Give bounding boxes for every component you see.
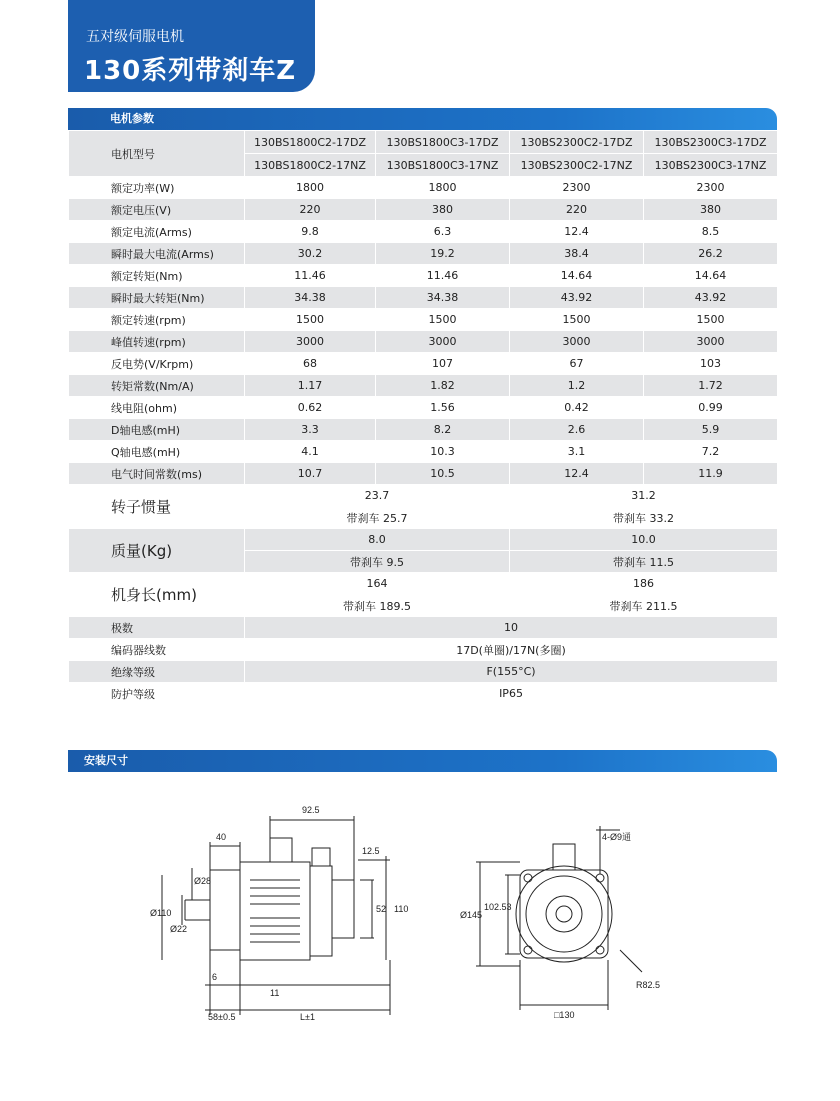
value-cell: 0.99 (644, 397, 778, 419)
encoder-label: 编码器线数 (69, 639, 245, 661)
row-label: D轴电感(mH) (69, 419, 245, 441)
value-cell: 1800 (376, 177, 510, 199)
model-cell: 130BS2300C3-17NZ (644, 154, 778, 177)
value-cell: 3000 (376, 331, 510, 353)
value-cell: 11.46 (245, 265, 376, 287)
value-cell: 220 (510, 199, 644, 221)
length-label: 机身长(mm) (69, 573, 245, 617)
dim-4x9: 4-Ø9通 (602, 832, 632, 842)
value-cell: 2.6 (510, 419, 644, 441)
value-cell: 3000 (644, 331, 778, 353)
row-label: 额定电压(V) (69, 199, 245, 221)
value-cell: 1500 (376, 309, 510, 331)
value-cell: 43.92 (644, 287, 778, 309)
inertia-a-brake: 带刹车 25.7 (245, 507, 510, 529)
value-cell: 0.62 (245, 397, 376, 419)
value-cell: 3.3 (245, 419, 376, 441)
value-cell: 220 (245, 199, 376, 221)
value-cell: 8.5 (644, 221, 778, 243)
length-b-brake: 带刹车 211.5 (510, 595, 778, 617)
value-cell: 4.1 (245, 441, 376, 463)
table-row (69, 441, 778, 463)
value-cell: 380 (644, 199, 778, 221)
table-row (69, 309, 778, 331)
dim-52: 52 (376, 904, 387, 914)
dim-102-53: 102.53 (484, 902, 512, 912)
dim-145: Ø145 (460, 910, 483, 920)
value-cell: 1800 (245, 177, 376, 199)
value-cell: 34.38 (376, 287, 510, 309)
table-row (69, 353, 778, 375)
dim-40: 40 (216, 832, 227, 842)
row-label: 电气时间常数(ms) (69, 463, 245, 485)
row-label: Q轴电感(mH) (69, 441, 245, 463)
value-cell: 12.4 (510, 463, 644, 485)
inertia-b-brake: 带刹车 33.2 (510, 507, 778, 529)
dim-28: Ø28 (194, 876, 212, 886)
table-row (69, 661, 778, 683)
poles-value: 10 (245, 617, 778, 639)
table-row (69, 287, 778, 309)
series-title: 五对级伺服电机 (86, 29, 184, 45)
dim-110-shaft: Ø110 (150, 908, 172, 918)
title-tab (68, 0, 315, 92)
value-cell: 7.2 (644, 441, 778, 463)
table-row (69, 573, 778, 595)
table-row (69, 639, 778, 661)
table-row (69, 419, 778, 441)
dim-92-5: 92.5 (302, 805, 320, 815)
value-cell: 10.7 (245, 463, 376, 485)
dim-11: 11 (270, 988, 280, 998)
value-cell: 0.42 (510, 397, 644, 419)
value-cell: 1.2 (510, 375, 644, 397)
value-cell: 1500 (245, 309, 376, 331)
value-cell: 107 (376, 353, 510, 375)
value-cell: 43.92 (510, 287, 644, 309)
row-label: 瞬时最大转矩(Nm) (69, 287, 245, 309)
table-row (69, 331, 778, 353)
value-cell: 14.64 (510, 265, 644, 287)
row-label: 峰值转速(rpm) (69, 331, 245, 353)
row-label: 瞬时最大电流(Arms) (69, 243, 245, 265)
row-label: 转矩常数(Nm/A) (69, 375, 245, 397)
value-cell: 2300 (510, 177, 644, 199)
spec-table (68, 130, 778, 705)
value-cell: 67 (510, 353, 644, 375)
table-row (69, 177, 778, 199)
encoder-value: 17D(单圈)/17N(多圈) (245, 639, 778, 661)
insulation-value: F(155°C) (245, 661, 778, 683)
row-label: 额定转速(rpm) (69, 309, 245, 331)
dim-L: L±1 (300, 1012, 315, 1022)
insulation-label: 绝缘等级 (69, 661, 245, 683)
value-cell: 14.64 (644, 265, 778, 287)
protection-value: IP65 (245, 683, 778, 705)
value-cell: 1.82 (376, 375, 510, 397)
table-row (69, 131, 778, 154)
value-cell: 2300 (644, 177, 778, 199)
value-cell: 3000 (245, 331, 376, 353)
value-cell: 11.9 (644, 463, 778, 485)
table-row (69, 397, 778, 419)
value-cell: 11.46 (376, 265, 510, 287)
mass-a-brake: 带刹车 9.5 (245, 551, 510, 573)
protection-label: 防护等级 (69, 683, 245, 705)
value-cell: 3000 (510, 331, 644, 353)
length-a-brake: 带刹车 189.5 (245, 595, 510, 617)
row-label: 额定电流(Arms) (69, 221, 245, 243)
table-row (69, 485, 778, 507)
value-cell: 1.56 (376, 397, 510, 419)
length-a: 164 (245, 573, 510, 595)
model-cell: 130BS2300C2-17NZ (510, 154, 644, 177)
table-row (69, 199, 778, 221)
value-cell: 26.2 (644, 243, 778, 265)
table-row (69, 683, 778, 705)
table-row (69, 463, 778, 485)
value-cell: 9.8 (245, 221, 376, 243)
model-title: 130系列带刹车Z (84, 56, 297, 86)
value-cell: 38.4 (510, 243, 644, 265)
section-bar-params: 电机参数 (68, 108, 777, 130)
table-row (69, 617, 778, 639)
value-cell: 10.5 (376, 463, 510, 485)
value-cell: 1500 (644, 309, 778, 331)
inertia-b: 31.2 (510, 485, 778, 507)
model-cell: 130BS1800C3-17DZ (376, 131, 510, 154)
length-b: 186 (510, 573, 778, 595)
mass-a: 8.0 (245, 529, 510, 551)
model-cell: 130BS1800C2-17DZ (245, 131, 376, 154)
inertia-a: 23.7 (245, 485, 510, 507)
mass-label: 质量(Kg) (69, 529, 245, 573)
value-cell: 5.9 (644, 419, 778, 441)
section-bar-install: 安装尺寸 (68, 750, 777, 772)
model-cell: 130BS1800C2-17NZ (245, 154, 376, 177)
model-cell: 130BS2300C2-17DZ (510, 131, 644, 154)
table-row (69, 221, 778, 243)
dim-R82-5: R82.5 (636, 980, 661, 990)
row-label: 反电势(V/Krpm) (69, 353, 245, 375)
value-cell: 12.4 (510, 221, 644, 243)
row-label: 额定转矩(Nm) (69, 265, 245, 287)
table-row (69, 265, 778, 287)
dim-110: 110 (394, 904, 409, 914)
value-cell: 19.2 (376, 243, 510, 265)
value-cell: 1.72 (644, 375, 778, 397)
inertia-label: 转子惯量 (69, 485, 245, 529)
model-label: 电机型号 (69, 131, 245, 177)
dim-12-5: 12.5 (362, 846, 380, 856)
value-cell: 8.2 (376, 419, 510, 441)
dim-6: 6 (212, 972, 218, 982)
row-label: 额定功率(W) (69, 177, 245, 199)
model-cell: 130BS1800C3-17NZ (376, 154, 510, 177)
mass-b: 10.0 (510, 529, 778, 551)
model-cell: 130BS2300C3-17DZ (644, 131, 778, 154)
value-cell: 68 (245, 353, 376, 375)
value-cell: 30.2 (245, 243, 376, 265)
value-cell: 1500 (510, 309, 644, 331)
value-cell: 10.3 (376, 441, 510, 463)
dim-130: □130 (554, 1010, 575, 1020)
value-cell: 380 (376, 199, 510, 221)
value-cell: 1.17 (245, 375, 376, 397)
dim-58: 58±0.5 (208, 1012, 236, 1022)
value-cell: 3.1 (510, 441, 644, 463)
mass-b-brake: 带刹车 11.5 (510, 551, 778, 573)
value-cell: 6.3 (376, 221, 510, 243)
row-label: 线电阻(ohm) (69, 397, 245, 419)
table-row (69, 529, 778, 551)
table-row (69, 243, 778, 265)
dim-22: Ø22 (170, 924, 188, 934)
install-drawing (150, 800, 710, 1030)
value-cell: 103 (644, 353, 778, 375)
value-cell: 34.38 (245, 287, 376, 309)
table-row (69, 375, 778, 397)
poles-label: 极数 (69, 617, 245, 639)
